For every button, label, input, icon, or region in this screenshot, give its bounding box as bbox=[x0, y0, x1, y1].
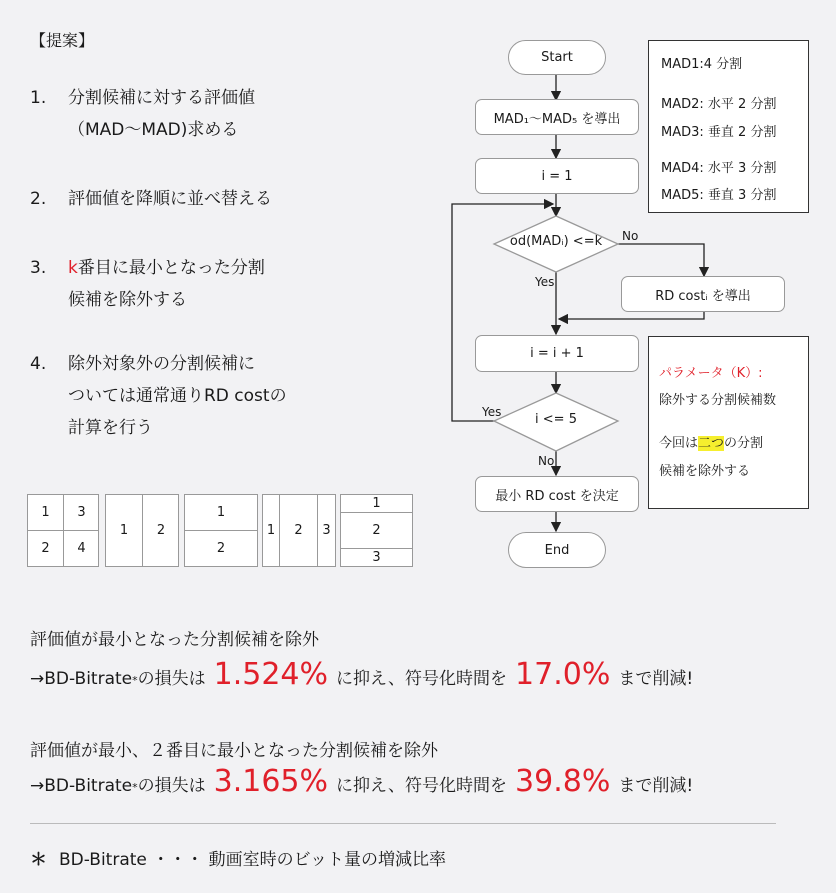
highlight-two: 二つ bbox=[698, 436, 725, 451]
parameter-desc: 除外する分割候補数 bbox=[659, 393, 777, 408]
parameter-line4: 候補を除外する bbox=[659, 464, 751, 479]
partition-cell: 2 bbox=[294, 523, 303, 538]
yes-label: Yes bbox=[535, 275, 555, 289]
step-text: 評価値を降順に並べ替える bbox=[68, 189, 272, 209]
legend-item: MAD2: 水平 2 分割 bbox=[661, 97, 777, 112]
result1-heading: 評価値が最小となった分割候補を除外 bbox=[30, 630, 319, 650]
proposal-title: 【提案】 bbox=[30, 31, 95, 50]
partition-cell: 3 bbox=[77, 505, 86, 520]
text-segment: まで削減! bbox=[618, 669, 694, 689]
partition-cell: 3 bbox=[372, 550, 381, 565]
step-text: 除外対象外の分割候補に bbox=[68, 354, 255, 374]
increment-step: i = i + 1 bbox=[475, 335, 639, 372]
partition-cell: 4 bbox=[77, 541, 86, 556]
parameter-line3 bbox=[659, 432, 763, 451]
partition-cell: 1 bbox=[216, 505, 226, 520]
text-segment: →BD-Bitrate bbox=[30, 776, 133, 796]
step-text: （MAD〜MAD)求める bbox=[68, 120, 239, 140]
divider bbox=[30, 823, 776, 824]
text-segment: に抑え、符号化時間を bbox=[336, 776, 508, 796]
asterisk: * bbox=[132, 781, 138, 794]
no-label: No bbox=[538, 454, 555, 468]
partition-cell: 2 bbox=[372, 523, 381, 538]
legend-item: MAD5: 垂直 3 分割 bbox=[661, 188, 777, 203]
partition-cell: 2 bbox=[216, 541, 226, 556]
decision-k-label: od(MADᵢ) <=k bbox=[509, 234, 603, 249]
mad-legend bbox=[648, 40, 809, 213]
step-text: 計算を行う bbox=[68, 418, 153, 438]
step-number: 4. bbox=[30, 354, 47, 374]
time-reduction-value: 17.0% bbox=[515, 657, 611, 692]
parameter-title: パラメータ（K）: bbox=[659, 366, 763, 381]
k-variable: k bbox=[68, 258, 78, 278]
step-text: 番目に最小となった分割 bbox=[77, 258, 265, 278]
step-text: 分割候補に対する評価値 bbox=[68, 88, 255, 108]
partition-cell: 1 bbox=[372, 496, 381, 511]
decide-step: 最小 RD cost を決定 bbox=[475, 476, 639, 512]
text-segment: の分割 bbox=[724, 436, 764, 451]
rdcost-step: RD costᵢ を導出 bbox=[621, 276, 785, 312]
legend-item: MAD3: 垂直 2 分割 bbox=[661, 125, 777, 140]
footnote bbox=[30, 845, 446, 870]
legend-item: MAD1:4 分割 bbox=[661, 57, 743, 72]
result1-summary bbox=[30, 657, 693, 692]
step-text: ついては通常通りRD costの bbox=[68, 386, 287, 406]
step-text: 候補を除外する bbox=[68, 290, 187, 310]
result2-summary bbox=[30, 764, 693, 799]
step-number: 3. bbox=[30, 258, 47, 278]
partition-cell: 1 bbox=[119, 523, 129, 538]
bd-rate-value: 1.524% bbox=[213, 657, 328, 692]
decision-loop-label: i <= 5 bbox=[535, 412, 577, 427]
partition-cell: 2 bbox=[156, 523, 166, 538]
yes-label: Yes bbox=[482, 405, 502, 419]
start-terminal: Start bbox=[508, 40, 606, 75]
init-step: i = 1 bbox=[475, 158, 639, 194]
text-segment: の損失は bbox=[137, 776, 206, 796]
text-segment: 今回は bbox=[659, 436, 699, 451]
partition-cell: 1 bbox=[41, 505, 50, 520]
partition-cell: 1 bbox=[266, 523, 276, 538]
asterisk: * bbox=[132, 674, 138, 687]
step-number: 2. bbox=[30, 189, 47, 209]
step-number: 1. bbox=[30, 88, 47, 108]
time-reduction-value: 39.8% bbox=[515, 764, 611, 799]
footnote-mark: ＊ bbox=[30, 850, 47, 870]
text-segment: →BD-Bitrate bbox=[30, 669, 133, 689]
text-segment: まで削減! bbox=[618, 776, 694, 796]
result2-heading: 評価値が最小、２番目に最小となった分割候補を除外 bbox=[30, 741, 438, 761]
text-segment: に抑え、符号化時間を bbox=[336, 669, 508, 689]
parameter-box bbox=[648, 336, 809, 509]
bd-rate-value: 3.165% bbox=[213, 764, 328, 799]
end-terminal: End bbox=[508, 532, 606, 568]
partition-cell: 3 bbox=[322, 523, 331, 538]
footnote-text: BD-Bitrate ・・・ 動画室時のビット量の増減比率 bbox=[59, 850, 446, 870]
partition-cell: 2 bbox=[41, 541, 50, 556]
legend-item: MAD4: 水平 3 分割 bbox=[661, 161, 777, 176]
no-label: No bbox=[622, 229, 639, 243]
text-segment: の損失は bbox=[137, 669, 206, 689]
derive-mad-step: MAD₁〜MAD₅ を導出 bbox=[475, 99, 639, 135]
